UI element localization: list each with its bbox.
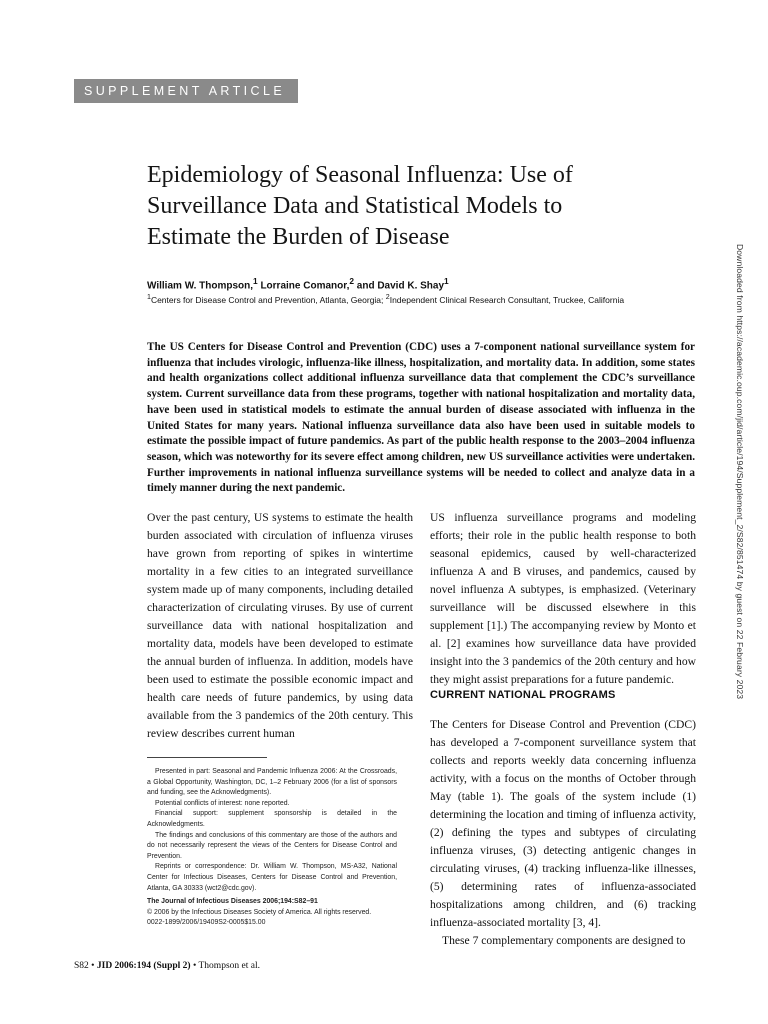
author-list [147,276,707,291]
footnote-presented: Presented in part: Seasonal and Pandemic Influenza 2006: At the Crossroads, a Global Opportunity, Washington, DC, 1–2 February 2006 (for a list of sponsors and funding, see the Acknowledgments). [147,768,397,797]
affiliation-text: Independent Clinical Research Consultant, Truckee, California [389,294,625,305]
download-watermark [735,244,755,804]
body-column-right-continued [430,716,696,950]
author-affiliation-marker: 1 [253,276,258,286]
abstract: The US Centers for Disease Control and Prevention (CDC) uses a 7-component national surveillance system for influenza that includes virologic, influenza-like illness, hospitalization, and mortality data. In addition, some states and health organizations collect additional influenza surveillance data that complement the CDC’s surveillance system. Current surveillance data from these programs, together with national hospitalization and mortality data, have been used in statistical models to estimate the annual burden of disease associated with influenza in the United States for many years. National influenza surveillance data also have been used in suitable models to estimate the possible impact of future pandemics. As part of the public health response to the 2003–2004 influenza season, which was noteworthy for its severe effect among children, new US surveillance activities were undertaken. Further improvements in national influenza surveillance systems will be needed to collect and analyze data in a timely manner during the next pandemic. [147,341,695,495]
footer-citation: JID 2006:194 (Suppl 2) [96,961,191,971]
body-paragraph: The Centers for Disease Control and Prevention (CDC) has developed a 7-component surveillance system that collects and reports weekly data concerning influenza activity, with a focus on the months of October through May (table 1). The goals of the system include (1) determining the location and timing of influenza activity, (2) defining the types and subtypes of circulating influenza viruses, (3) detecting antigenic changes in circulating viruses, (4) tracking influenza-like illnesses, (5) determining rates of influenza-associated hospitalizations among children, and (6) tracking influenza-associated mortality [3, 4]. [430,718,696,929]
footer-authors: Thompson et al. [198,961,260,971]
body-column-right [430,509,696,689]
author-affiliation-marker: 2 [349,276,354,286]
download-watermark-text: Downloaded from https://academic.oup.com/jid/article/194/Supplement_2/S82/851474 by guest on 22 February 2023 [735,244,745,700]
section-heading: CURRENT NATIONAL PROGRAMS [430,689,616,701]
footnote-disclaimer: The findings and conclusions of this commentary are those of the authors and do not necessarily represent the views of the Centers for Disease Control and Prevention. [147,831,397,860]
author-affiliation-marker: 1 [444,276,449,286]
footnote-financial: Financial support: supplement sponsorship is detailed in the Acknowledgments. [147,810,397,828]
copyright-notice: © 2006 by the Infectious Diseases Society of America. All rights reserved. [147,908,372,916]
affiliation-text: Centers for Disease Control and Prevention, Atlanta, Georgia; [150,294,386,305]
affiliations [147,293,707,305]
body-column-left [147,509,413,743]
footnote-conflicts: Potential conflicts of interest: none reported. [155,799,290,807]
footnotes [147,767,397,929]
author-name: William W. Thompson, [147,280,254,292]
journal-citation: The Journal of Infectious Diseases 2006;194:S82–91 [147,898,318,906]
footer-separator: • [91,961,95,971]
footnote-divider [147,757,267,758]
page-footer [74,961,474,971]
issn-code: 0022-1899/2006/19409S2-0005$15.00 [147,919,266,927]
body-paragraph: These 7 complementary components are designed to [442,934,686,947]
author-name: and David K. Shay [354,280,445,292]
affiliation-marker: 2 [385,293,390,301]
affiliation-marker: 1 [147,293,151,301]
author-name: Lorraine Comanor, [257,280,350,292]
page-number: S82 [74,961,89,971]
article-title: Epidemiology of Seasonal Influenza: Use of Surveillance Data and Statistical Models to Estimate the Burden of Disease [147,162,573,250]
body-paragraph: US influenza surveillance programs and modeling efforts; their role in the public health response to both seasonal epidemics, caused by well-characterized influenza A and B viruses, and pandemics, caused by novel influenza A subtypes, is emphasized. (Veterinary surveillance will be discussed elsewhere in this supplement [1].) The accompanying review by Monto et al. [2] examines how surveillance data have provided insight into the 3 pandemics of the 20th century and how they might assist preparations for a future pandemic. [430,511,696,686]
footer-separator: • [192,961,197,971]
footnote-reprints: Reprints or correspondence: Dr. William W. Thompson, MS-A32, National Center for Infectious Diseases, Centers for Disease Control and Prevention, Atlanta, GA 30333 (wct2@cdc.gov). [147,863,397,892]
body-paragraph: Over the past century, US systems to estimate the health burden associated with circulation of influenza viruses have grown from reporting of spikes in wintertime mortality in a few cities to an integrated surveillance system made up of many components, including detailed characterization of circulating viruses. By use of current surveillance data with national hospitalization and mortality data, models have been developed to estimate the annual burden of influenza. In addition, models have been used to estimate the possible economic impact and health care needs of future pandemics, by using data available from the 3 pandemics of the 20th century. This review describes current human [147,511,413,740]
supplement-article-banner: SUPPLEMENT ARTICLE [74,79,298,103]
